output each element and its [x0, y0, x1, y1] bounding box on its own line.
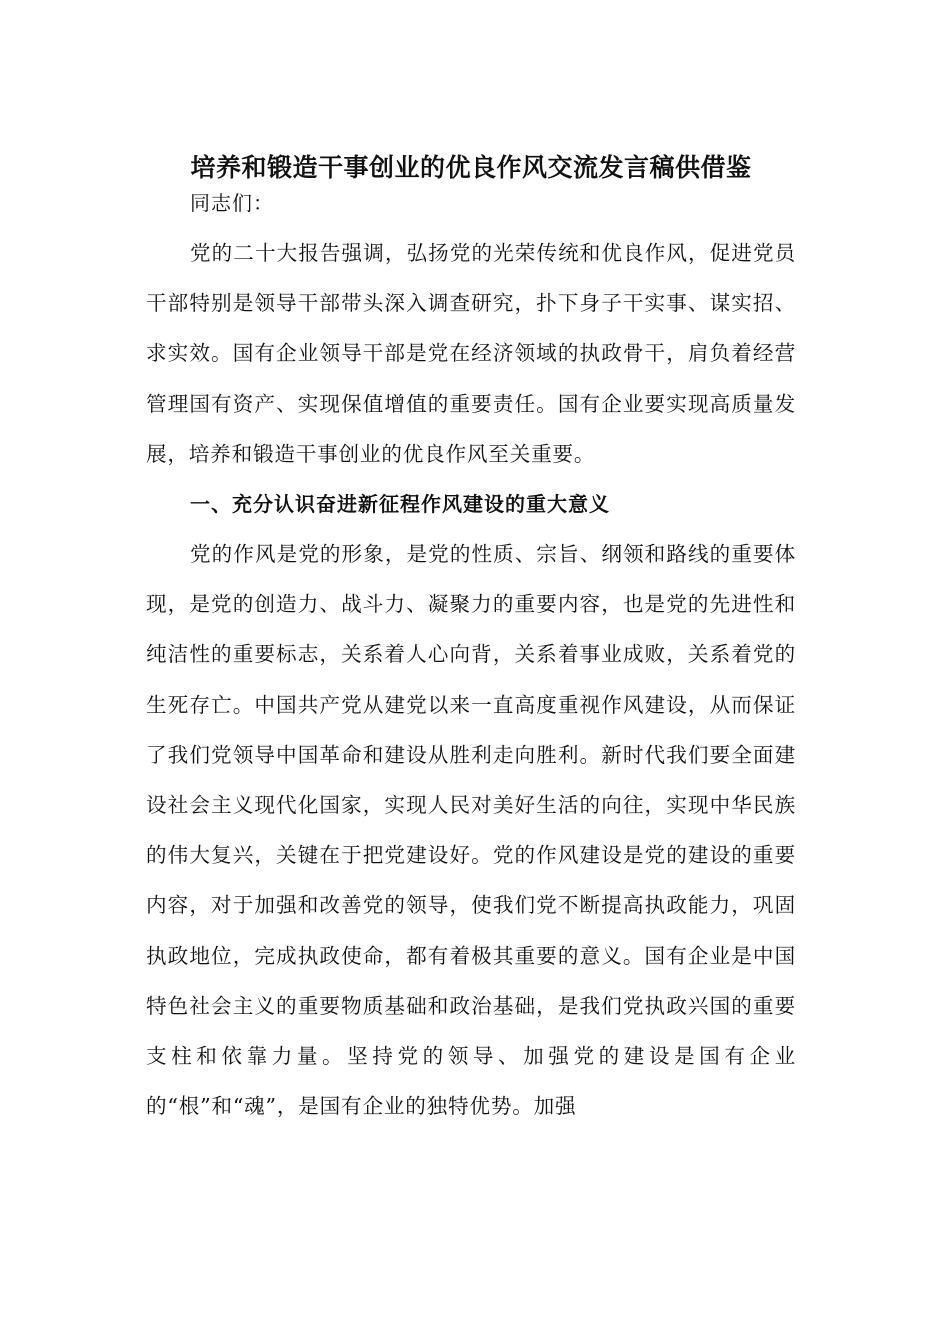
paragraph-intro: 党的二十大报告强调，弘扬党的光荣传统和优良作风，促进党员干部特别是领导干部带头深入调查研究，扑下身子干实事、谋实招、求实效。国有企业领导干部是党在经济领域的执政骨干，肩负着经营管理国有资产、实现保值增值的重要责任。国有企业要实现高质量发展，培养和锻造干事创业的优良作风至关重要。 — [146, 241, 796, 466]
greeting: 同志们： — [190, 191, 274, 215]
section-heading-1: 一、充分认识奋进新征程作风建设的重大意义 — [190, 492, 610, 517]
document-title: 培养和锻造干事创业的优良作风交流发言稿供借鉴 — [190, 153, 752, 182]
document-body — [146, 178, 796, 1131]
paragraph-section-1: 党的作风是党的形象，是党的性质、宗旨、纲领和路线的重要体现，是党的创造力、战斗力、凝聚力的重要内容，也是党的先进性和纯洁性的重要标志，关系着人心向背，关系着事业成败，关系着党的生死存亡。中国共产党从建党以来一直高度重视作风建设，从而保证了我们党领导中国革命和建设从胜利走向胜利。新时代我们要全面建设社会主义现代化国家，实现人民对美好生活的向往，实现中华民族的伟大复兴，关键在于把党建设好。党的作风建设是党的建设的重要内容，对于加强和改善党的领导，使我们党不断提高执政能力，巩固执政地位，完成执政使命，都有着极其重要的意义。国有企业是中国特色社会主义的重要物质基础和政治基础，是我们党执政兴国的重要支柱和依靠力量。坚持党的领导、加强党的建设是国有企业的“根”和“魂”，是国有企业的独特优势。加强 — [146, 542, 796, 1119]
